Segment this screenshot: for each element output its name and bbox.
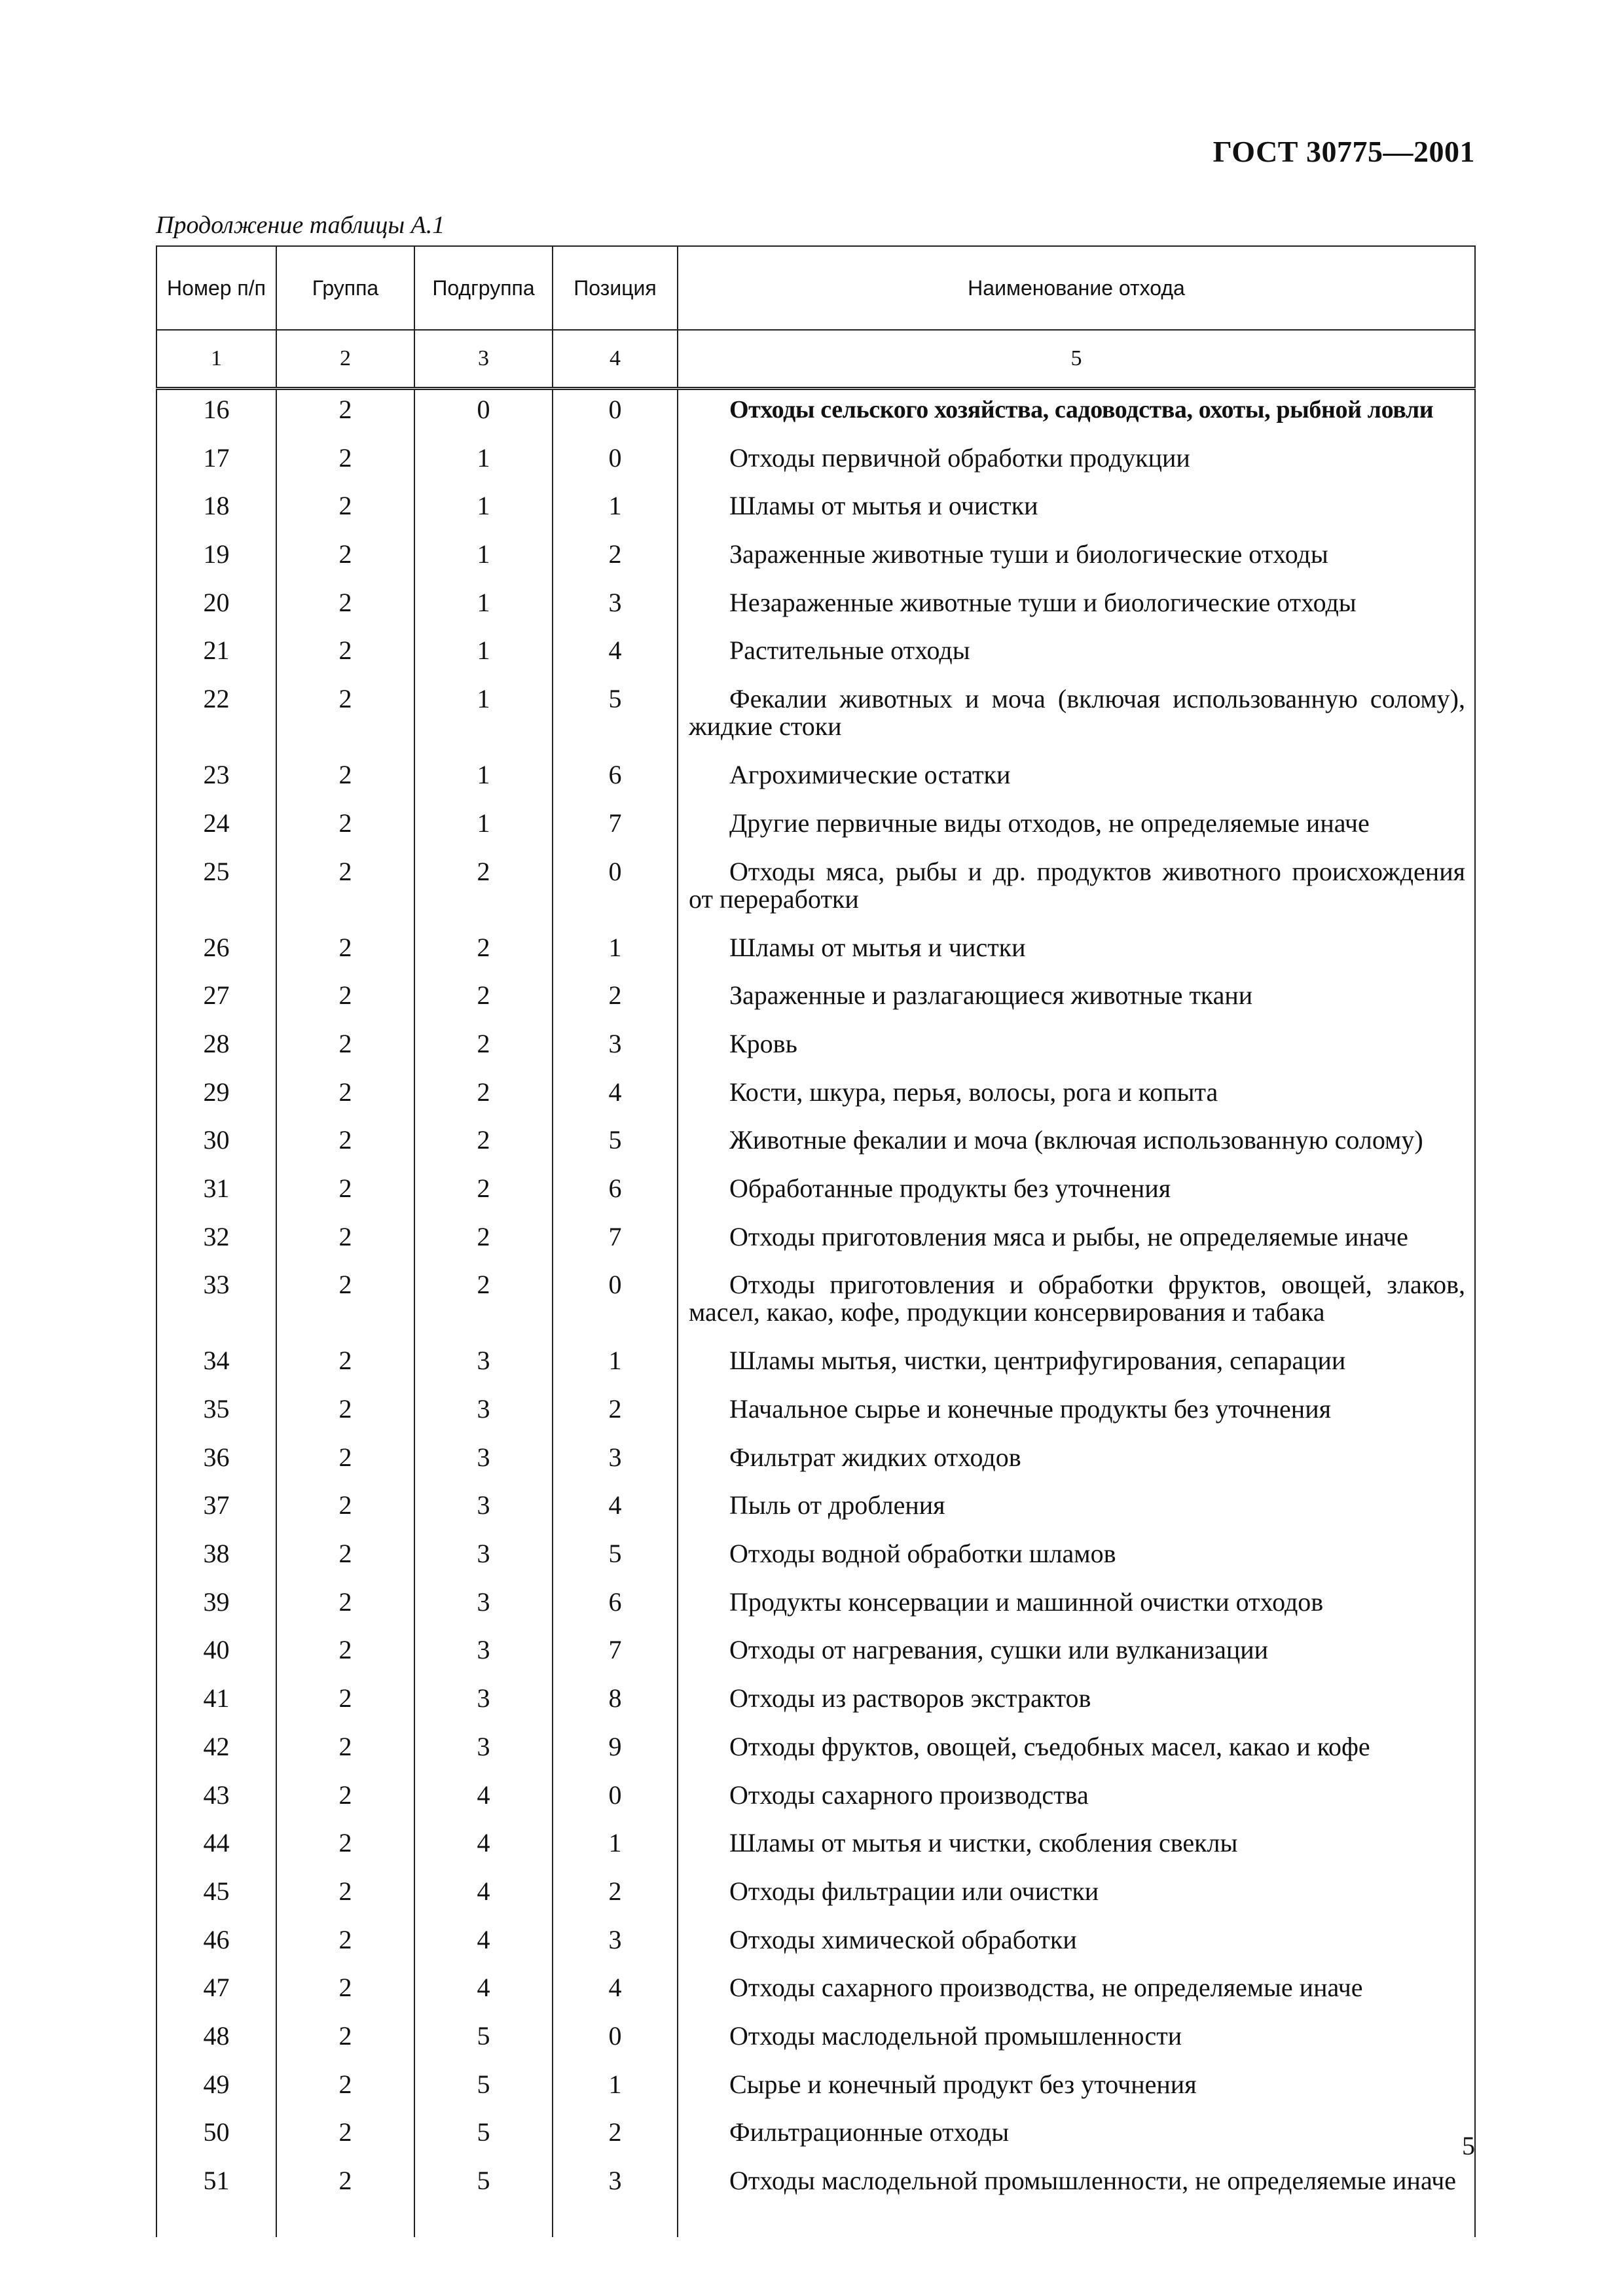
cell-waste-name: Незараженные животные туши и биологические отходы bbox=[678, 583, 1475, 632]
cell-waste-name: Сырье и конечный продукт без уточнения bbox=[678, 2065, 1475, 2113]
table-row bbox=[156, 1073, 1475, 1121]
cell-position: 3 bbox=[553, 1920, 678, 1969]
cell-position: 2 bbox=[553, 2113, 678, 2161]
column-number-2: 2 bbox=[276, 330, 414, 389]
cell-waste-name: Зараженные и разлагающиеся животные ткани bbox=[678, 976, 1475, 1024]
cell-group: 2 bbox=[276, 1024, 414, 1073]
table-row bbox=[156, 486, 1475, 535]
cell-number: 28 bbox=[156, 1024, 276, 1073]
cell-group: 2 bbox=[276, 1341, 414, 1390]
cell-group: 2 bbox=[276, 1438, 414, 1486]
cell-group: 2 bbox=[276, 804, 414, 852]
cell-position: 7 bbox=[553, 1217, 678, 1266]
cell-number: 19 bbox=[156, 535, 276, 583]
cell-number: 49 bbox=[156, 2065, 276, 2113]
table-row bbox=[156, 1968, 1475, 2017]
cell-waste-name: Отходы приготовления мяса и рыбы, не определяемые иначе bbox=[678, 1217, 1475, 1266]
cell-group: 2 bbox=[276, 439, 414, 487]
table-row bbox=[156, 852, 1475, 928]
cell-number: 32 bbox=[156, 1217, 276, 1266]
table-body bbox=[156, 389, 1475, 2238]
cell-number: 35 bbox=[156, 1390, 276, 1438]
cell-number: 26 bbox=[156, 928, 276, 977]
cell-number: 46 bbox=[156, 1920, 276, 1969]
cell-position: 4 bbox=[553, 631, 678, 679]
cell-waste-name: Шламы от мытья и чистки, скобления свеклы bbox=[678, 1823, 1475, 1872]
cell-group: 2 bbox=[276, 755, 414, 804]
cell-subgroup: 1 bbox=[414, 486, 553, 535]
cell-waste-name: Отходы от нагревания, сушки или вулканизации bbox=[678, 1630, 1475, 1679]
cell-waste-name: Отходы маслодельной промышленности, не определяемые иначе bbox=[678, 2161, 1475, 2237]
cell-subgroup: 4 bbox=[414, 1968, 553, 2017]
cell-waste-name: Другие первичные виды отходов, не определяемые иначе bbox=[678, 804, 1475, 852]
column-number-5: 5 bbox=[678, 330, 1475, 389]
cell-group: 2 bbox=[276, 583, 414, 632]
cell-position: 4 bbox=[553, 1968, 678, 2017]
cell-number: 41 bbox=[156, 1679, 276, 1727]
table-caption: Продолжение таблицы А.1 bbox=[156, 211, 445, 239]
table-row bbox=[156, 928, 1475, 977]
cell-subgroup: 3 bbox=[414, 1630, 553, 1679]
cell-position: 7 bbox=[553, 804, 678, 852]
table-row bbox=[156, 755, 1475, 804]
table-row bbox=[156, 2161, 1475, 2237]
cell-position: 6 bbox=[553, 1169, 678, 1217]
cell-group: 2 bbox=[276, 486, 414, 535]
cell-position: 3 bbox=[553, 1438, 678, 1486]
table-row bbox=[156, 1024, 1475, 1073]
cell-waste-name: Отходы сельского хозяйства, садоводства, охоты, рыбной ловли bbox=[678, 389, 1475, 439]
cell-number: 30 bbox=[156, 1121, 276, 1169]
cell-waste-name: Отходы из растворов экстрактов bbox=[678, 1679, 1475, 1727]
page-number: 5 bbox=[1462, 2131, 1475, 2161]
cell-group: 2 bbox=[276, 679, 414, 755]
cell-position: 2 bbox=[553, 1390, 678, 1438]
cell-number: 39 bbox=[156, 1583, 276, 1631]
cell-number: 38 bbox=[156, 1534, 276, 1583]
cell-position: 0 bbox=[553, 389, 678, 439]
cell-number: 20 bbox=[156, 583, 276, 632]
cell-subgroup: 4 bbox=[414, 1872, 553, 1920]
cell-waste-name: Кровь bbox=[678, 1024, 1475, 1073]
cell-position: 0 bbox=[553, 439, 678, 487]
cell-waste-name: Животные фекалии и моча (включая использованную солому) bbox=[678, 1121, 1475, 1169]
cell-subgroup: 5 bbox=[414, 2065, 553, 2113]
cell-waste-name: Шламы от мытья и очистки bbox=[678, 486, 1475, 535]
cell-number: 36 bbox=[156, 1438, 276, 1486]
waste-classification-table bbox=[156, 245, 1476, 2237]
table-row bbox=[156, 804, 1475, 852]
table-header bbox=[156, 246, 1475, 389]
cell-number: 24 bbox=[156, 804, 276, 852]
cell-subgroup: 2 bbox=[414, 928, 553, 977]
cell-group: 2 bbox=[276, 928, 414, 977]
cell-position: 6 bbox=[553, 755, 678, 804]
cell-number: 47 bbox=[156, 1968, 276, 2017]
cell-group: 2 bbox=[276, 2065, 414, 2113]
column-number-1: 1 bbox=[156, 330, 276, 389]
cell-group: 2 bbox=[276, 1776, 414, 1824]
cell-position: 0 bbox=[553, 1776, 678, 1824]
cell-group: 2 bbox=[276, 1169, 414, 1217]
cell-subgroup: 2 bbox=[414, 1121, 553, 1169]
cell-waste-name: Отходы мяса, рыбы и др. продуктов животного происхождения от переработки bbox=[678, 852, 1475, 928]
column-header-position: Позиция bbox=[553, 246, 678, 330]
cell-waste-name: Начальное сырье и конечные продукты без уточнения bbox=[678, 1390, 1475, 1438]
cell-subgroup: 2 bbox=[414, 1169, 553, 1217]
cell-group: 2 bbox=[276, 1583, 414, 1631]
cell-waste-name: Отходы маслодельной промышленности bbox=[678, 2017, 1475, 2065]
cell-group: 2 bbox=[276, 1486, 414, 1534]
cell-subgroup: 2 bbox=[414, 976, 553, 1024]
cell-position: 3 bbox=[553, 583, 678, 632]
cell-number: 42 bbox=[156, 1727, 276, 1776]
cell-group: 2 bbox=[276, 1679, 414, 1727]
table-row bbox=[156, 1217, 1475, 1266]
table-row bbox=[156, 2113, 1475, 2161]
cell-subgroup: 1 bbox=[414, 679, 553, 755]
cell-waste-name: Отходы первичной обработки продукции bbox=[678, 439, 1475, 487]
document-code: ГОСТ 30775—2001 bbox=[1213, 135, 1475, 168]
table-row bbox=[156, 1679, 1475, 1727]
table-row bbox=[156, 679, 1475, 755]
cell-waste-name: Агрохимические остатки bbox=[678, 755, 1475, 804]
cell-subgroup: 1 bbox=[414, 583, 553, 632]
table-row bbox=[156, 1438, 1475, 1486]
cell-position: 0 bbox=[553, 852, 678, 928]
table-row bbox=[156, 631, 1475, 679]
cell-group: 2 bbox=[276, 1390, 414, 1438]
cell-waste-name: Зараженные животные туши и биологические отходы bbox=[678, 535, 1475, 583]
cell-group: 2 bbox=[276, 1872, 414, 1920]
cell-position: 1 bbox=[553, 486, 678, 535]
cell-number: 33 bbox=[156, 1265, 276, 1341]
cell-number: 34 bbox=[156, 1341, 276, 1390]
cell-subgroup: 1 bbox=[414, 804, 553, 852]
column-number-4: 4 bbox=[553, 330, 678, 389]
cell-position: 6 bbox=[553, 1583, 678, 1631]
cell-group: 2 bbox=[276, 1968, 414, 2017]
cell-waste-name: Фильтрат жидких отходов bbox=[678, 1438, 1475, 1486]
cell-position: 2 bbox=[553, 535, 678, 583]
cell-subgroup: 5 bbox=[414, 2161, 553, 2237]
cell-number: 27 bbox=[156, 976, 276, 1024]
cell-subgroup: 2 bbox=[414, 1024, 553, 1073]
cell-waste-name: Обработанные продукты без уточнения bbox=[678, 1169, 1475, 1217]
cell-waste-name: Шламы от мытья и чистки bbox=[678, 928, 1475, 977]
cell-subgroup: 1 bbox=[414, 631, 553, 679]
cell-waste-name: Продукты консервации и машинной очистки отходов bbox=[678, 1583, 1475, 1631]
cell-group: 2 bbox=[276, 2017, 414, 2065]
cell-waste-name: Отходы водной обработки шламов bbox=[678, 1534, 1475, 1583]
cell-number: 51 bbox=[156, 2161, 276, 2237]
cell-group: 2 bbox=[276, 2161, 414, 2237]
cell-waste-name: Шламы мытья, чистки, центрифугирования, сепарации bbox=[678, 1341, 1475, 1390]
cell-subgroup: 1 bbox=[414, 755, 553, 804]
cell-subgroup: 4 bbox=[414, 1920, 553, 1969]
column-header-number: Номер п/п bbox=[156, 246, 276, 330]
cell-waste-name: Отходы фильтрации или очистки bbox=[678, 1872, 1475, 1920]
table-row bbox=[156, 1776, 1475, 1824]
cell-position: 1 bbox=[553, 2065, 678, 2113]
waste-table-container bbox=[156, 245, 1474, 2237]
cell-position: 1 bbox=[553, 1341, 678, 1390]
cell-group: 2 bbox=[276, 2113, 414, 2161]
table-row bbox=[156, 1121, 1475, 1169]
cell-subgroup: 3 bbox=[414, 1727, 553, 1776]
cell-waste-name: Пыль от дробления bbox=[678, 1486, 1475, 1534]
cell-number: 23 bbox=[156, 755, 276, 804]
cell-number: 40 bbox=[156, 1630, 276, 1679]
cell-number: 43 bbox=[156, 1776, 276, 1824]
table-row bbox=[156, 583, 1475, 632]
cell-waste-name: Отходы фруктов, овощей, съедобных масел, какао и кофе bbox=[678, 1727, 1475, 1776]
column-header-subgroup: Подгруппа bbox=[414, 246, 553, 330]
cell-number: 29 bbox=[156, 1073, 276, 1121]
cell-waste-name: Отходы приготовления и обработки фруктов, овощей, злаков, масел, какао, кофе, продукции консервирования и табака bbox=[678, 1265, 1475, 1341]
cell-waste-name: Кости, шкура, перья, волосы, рога и копыта bbox=[678, 1073, 1475, 1121]
table-row bbox=[156, 439, 1475, 487]
cell-group: 2 bbox=[276, 1073, 414, 1121]
cell-position: 4 bbox=[553, 1486, 678, 1534]
cell-position: 0 bbox=[553, 2017, 678, 2065]
table-row bbox=[156, 1341, 1475, 1390]
table-row bbox=[156, 1920, 1475, 1969]
cell-subgroup: 3 bbox=[414, 1534, 553, 1583]
cell-subgroup: 3 bbox=[414, 1679, 553, 1727]
cell-position: 3 bbox=[553, 1024, 678, 1073]
cell-subgroup: 2 bbox=[414, 1265, 553, 1341]
cell-subgroup: 0 bbox=[414, 389, 553, 439]
cell-position: 4 bbox=[553, 1073, 678, 1121]
cell-position: 5 bbox=[553, 1121, 678, 1169]
table-row bbox=[156, 1486, 1475, 1534]
cell-subgroup: 5 bbox=[414, 2113, 553, 2161]
cell-subgroup: 3 bbox=[414, 1390, 553, 1438]
cell-subgroup: 1 bbox=[414, 535, 553, 583]
cell-subgroup: 4 bbox=[414, 1823, 553, 1872]
cell-waste-name: Фильтрационные отходы bbox=[678, 2113, 1475, 2161]
cell-position: 1 bbox=[553, 928, 678, 977]
cell-group: 2 bbox=[276, 1217, 414, 1266]
cell-subgroup: 3 bbox=[414, 1341, 553, 1390]
cell-subgroup: 5 bbox=[414, 2017, 553, 2065]
table-row bbox=[156, 535, 1475, 583]
cell-position: 1 bbox=[553, 1823, 678, 1872]
cell-number: 50 bbox=[156, 2113, 276, 2161]
cell-number: 16 bbox=[156, 389, 276, 439]
cell-group: 2 bbox=[276, 1920, 414, 1969]
table-row bbox=[156, 389, 1475, 439]
cell-number: 37 bbox=[156, 1486, 276, 1534]
cell-number: 44 bbox=[156, 1823, 276, 1872]
cell-subgroup: 3 bbox=[414, 1438, 553, 1486]
table-row bbox=[156, 1872, 1475, 1920]
cell-group: 2 bbox=[276, 976, 414, 1024]
cell-position: 7 bbox=[553, 1630, 678, 1679]
cell-group: 2 bbox=[276, 631, 414, 679]
cell-subgroup: 3 bbox=[414, 1583, 553, 1631]
cell-number: 25 bbox=[156, 852, 276, 928]
cell-number: 22 bbox=[156, 679, 276, 755]
cell-position: 2 bbox=[553, 1872, 678, 1920]
cell-subgroup: 2 bbox=[414, 852, 553, 928]
cell-waste-name: Отходы сахарного производства, не определяемые иначе bbox=[678, 1968, 1475, 2017]
table-row bbox=[156, 2017, 1475, 2065]
cell-position: 5 bbox=[553, 679, 678, 755]
cell-number: 31 bbox=[156, 1169, 276, 1217]
table-row bbox=[156, 1823, 1475, 1872]
cell-group: 2 bbox=[276, 1121, 414, 1169]
cell-waste-name: Фекалии животных и моча (включая использованную солому), жидкие стоки bbox=[678, 679, 1475, 755]
cell-subgroup: 4 bbox=[414, 1776, 553, 1824]
table-row bbox=[156, 1169, 1475, 1217]
cell-waste-name: Отходы сахарного производства bbox=[678, 1776, 1475, 1824]
table-row bbox=[156, 1727, 1475, 1776]
table-row bbox=[156, 1630, 1475, 1679]
cell-position: 0 bbox=[553, 1265, 678, 1341]
table-row bbox=[156, 2065, 1475, 2113]
cell-group: 2 bbox=[276, 535, 414, 583]
cell-group: 2 bbox=[276, 852, 414, 928]
cell-position: 9 bbox=[553, 1727, 678, 1776]
cell-position: 5 bbox=[553, 1534, 678, 1583]
cell-group: 2 bbox=[276, 1630, 414, 1679]
cell-subgroup: 2 bbox=[414, 1217, 553, 1266]
cell-subgroup: 2 bbox=[414, 1073, 553, 1121]
table-row bbox=[156, 1390, 1475, 1438]
cell-group: 2 bbox=[276, 1727, 414, 1776]
cell-number: 17 bbox=[156, 439, 276, 487]
cell-group: 2 bbox=[276, 1265, 414, 1341]
table-row bbox=[156, 1583, 1475, 1631]
cell-number: 18 bbox=[156, 486, 276, 535]
cell-subgroup: 3 bbox=[414, 1486, 553, 1534]
cell-position: 3 bbox=[553, 2161, 678, 2237]
cell-waste-name: Растительные отходы bbox=[678, 631, 1475, 679]
table-row bbox=[156, 1265, 1475, 1341]
cell-number: 48 bbox=[156, 2017, 276, 2065]
column-header-group: Группа bbox=[276, 246, 414, 330]
cell-position: 8 bbox=[553, 1679, 678, 1727]
cell-number: 21 bbox=[156, 631, 276, 679]
cell-position: 2 bbox=[553, 976, 678, 1024]
cell-number: 45 bbox=[156, 1872, 276, 1920]
cell-group: 2 bbox=[276, 389, 414, 439]
cell-waste-name: Отходы химической обработки bbox=[678, 1920, 1475, 1969]
table-row bbox=[156, 1534, 1475, 1583]
cell-group: 2 bbox=[276, 1534, 414, 1583]
cell-subgroup: 1 bbox=[414, 439, 553, 487]
column-header-waste-name: Наименование отхода bbox=[678, 246, 1475, 330]
table-row bbox=[156, 976, 1475, 1024]
column-number-3: 3 bbox=[414, 330, 553, 389]
cell-group: 2 bbox=[276, 1823, 414, 1872]
